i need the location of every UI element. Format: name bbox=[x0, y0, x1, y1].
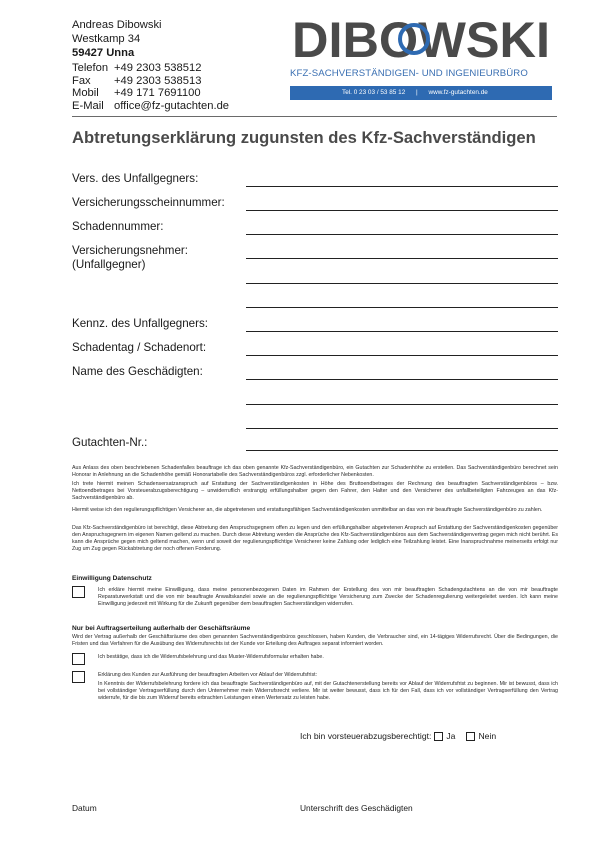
logo-phone: Tel. 0 23 03 / 53 85 12 bbox=[342, 89, 406, 96]
insurer-line[interactable] bbox=[246, 186, 558, 187]
plate-line[interactable] bbox=[246, 331, 558, 332]
vat-question-label: Ich bin vorsteuerabzugsberechtigt: bbox=[300, 731, 432, 741]
offsite-intro: Wird der Vertrag außerhalb der Geschäftsräume des oben genannten Sachverständigenbüros geschlossen, haben Kunden, die Verbraucher sind, ein 14-tägiges Widerrufsrecht. Über die Bedingungen, die Fristen und das Verfahren für die Ausübung des Widerrufsrechts ist der Kunde vor Erteilung des Auftrages separat informiert worden. bbox=[72, 634, 558, 648]
claim-no-line[interactable] bbox=[246, 234, 558, 235]
contact-label: Fax bbox=[72, 74, 91, 87]
header-divider bbox=[72, 116, 557, 117]
vat-yes-checkbox[interactable] bbox=[434, 732, 443, 741]
contact-value: +49 171 7691100 bbox=[114, 87, 201, 100]
label-date-place: Schadentag / Schadenort: bbox=[72, 341, 207, 354]
contact-value: +49 2303 538512 bbox=[114, 62, 202, 74]
legal-paragraph: Ich trete hiermit meinen Schadensersatzanspruch auf Erstattung der Sachverständigenkosten in Höhe des Bruttoendbetrages der Rechnung des beauftragten Sachverständigenbüros – bzw. Nettoendbetrages bei Vorsteuerabzugsberechtigung – unwiderruflich erstrangig erfüllungshalber gegen den Fahrer, den Halter und den Versicherer des unfallbeteiligten Fahrzeuges an das Kfz-Sachverständigenbüro ab. bbox=[72, 481, 558, 502]
date-place-line[interactable] bbox=[246, 355, 558, 356]
logo-subtitle: KFZ-SACHVERSTÄNDIGEN- UND INGENIEURBÜRO bbox=[290, 68, 528, 79]
consent-heading: Einwilligung Datenschutz bbox=[72, 575, 152, 582]
early-start-text: In Kenntnis der Widerrufsbelehrung fordere ich das beauftragte Sachverständigenbüro auf, mit der Gutachtenerstellung bereits vor Ablauf der Widerrufsfrist zu beginnen. Mir ist bewusst, dass ich bei vollständiger Vertragserfüllung durch den Unternehmer mein Widerrufsrecht verliere. Mir ist weiter bewusst, dass ich für den Fall, dass ich vor vollständiger Vertragserfüllung den Vertrag widerrufe, für die bis zum Widerruf bereits erbrachten Leistungen einen Wertersatz zu leisten habe. bbox=[98, 681, 558, 702]
revocation-confirm-text: Ich bestätige, dass ich die Widerrufsbelehrung und das Muster-Widerrufsformular erhalten habe. bbox=[98, 654, 324, 660]
contact-row bbox=[72, 75, 229, 88]
sender-name: Andreas Dibowski bbox=[72, 19, 162, 31]
early-start-title: Erklärung des Kunden zur Ausführung der beauftragten Arbeiten vor Ablauf der Widerrufsfrist: bbox=[98, 672, 318, 678]
label-policy-no: Versicherungsscheinnummer: bbox=[72, 196, 225, 209]
revocation-confirm-checkbox[interactable] bbox=[72, 653, 85, 665]
policy-no-line[interactable] bbox=[246, 210, 558, 211]
contact-value: +49 2303 538513 bbox=[114, 74, 202, 87]
report-no-line[interactable] bbox=[246, 450, 558, 451]
consent-text: Ich erkläre hiermit meine Einwilligung, dass meine personenbezogenen Daten im Rahmen der Erstellung des von mir beauftragten Schadengutachtens an die von mir beauftragte Reparaturwerkstatt und die von mir beauftragte Anwaltskanzlei sowie an die regulierungspflichtige Versicherung zum Zwecke der Schadenregulierung weitergeleitet werden. Ich kann meine Einwilligung jederzeit mit Wirkung für die Zukunft gegenüber dem beauftragten Sachverständigen widerrufen. bbox=[98, 587, 558, 608]
sender-address bbox=[72, 18, 162, 60]
vat-yes-label: Ja bbox=[446, 731, 456, 741]
label-policyholder: Versicherungsnehmer: bbox=[72, 244, 188, 257]
injured-name-line-1[interactable] bbox=[246, 379, 558, 380]
legal-paragraph: Hiermit weise ich den regulierungspflichtigen Versicherer an, die abgetretenen und erstattungsfähigen Sachverständigenkosten unmittelbar an das von mir beauftragte Sachverständigenbüro zu zahlen. bbox=[72, 507, 543, 513]
consent-checkbox[interactable] bbox=[72, 586, 85, 598]
logo-web: www.fz-gutachten.de bbox=[428, 89, 488, 96]
policyholder-line-2[interactable] bbox=[246, 283, 558, 284]
injured-name-line-3[interactable] bbox=[246, 428, 558, 429]
label-report-no: Gutachten-Nr.: bbox=[72, 436, 148, 449]
contact-row bbox=[72, 87, 229, 100]
label-insurer: Vers. des Unfallgegners: bbox=[72, 172, 199, 185]
company-logo bbox=[290, 14, 552, 64]
injured-name-line-2[interactable] bbox=[246, 404, 558, 405]
policyholder-line-1[interactable] bbox=[246, 258, 558, 259]
label-policyholder-note: (Unfallgegner) bbox=[72, 258, 146, 271]
logo-contact-bar bbox=[290, 86, 552, 100]
sender-street: Westkamp 34 bbox=[72, 33, 141, 45]
early-start-checkbox[interactable] bbox=[72, 671, 85, 683]
policyholder-line-3[interactable] bbox=[246, 307, 558, 308]
date-label: Datum bbox=[72, 803, 97, 813]
contact-row bbox=[72, 100, 229, 113]
label-plate: Kennz. des Unfallgegners: bbox=[72, 317, 208, 330]
label-claim-no: Schadennummer: bbox=[72, 220, 164, 233]
vat-question bbox=[300, 731, 496, 741]
signature-label: Unterschrift des Geschädigten bbox=[300, 803, 413, 813]
offsite-heading: Nur bei Auftragserteilung außerhalb der Geschäftsräume bbox=[72, 625, 251, 632]
legal-paragraph: Das Kfz-Sachverständigenbüro ist berechtigt, diese Abtretung den Anspruchsgegnern offen zu legen und den erfüllungshalber abgetretenen Anspruch auf Erstattung der Sachverständigenkosten gegenüber den Anspruchsgegnern im eigenen Namen geltend zu machen. Durch diese Abtretung werden die Ansprüche des Kfz-Sachverständigenbüros aus dem Sachverständigenvertrag gegen mich nicht berührt. Es kann die Ansprüche gegen mich geltend machen, wenn und soweit der regulierungspflichtige Versicherer keine Zahlung oder lediglich eine Teilzahlung leistet. Eine Inanspruchnahme meinerseits erfolgt nur Zug um Zug gegen Rückabtretung der noch offenen Forderung. bbox=[72, 525, 558, 553]
page-title: Abtretungserklärung zugunsten des Kfz-Sachverständigen bbox=[72, 128, 536, 147]
sender-contacts bbox=[72, 62, 229, 112]
sender-city: 59427 Unna bbox=[72, 47, 135, 59]
logo-separator: | bbox=[416, 89, 418, 96]
legal-paragraph: Aus Anlass des oben beschriebenen Schadenfalles beauftrage ich das oben genannte Kfz-Sachverständigenbüro, ein Gutachten zur Schadenhöhe zu erstellen. Das Sachverständigenbüro berechnet sein Honorar in Anlehnung an die Schadenhöhe gemäß Honorartabelle des Sachverständigenbüros zzgl. erforderlicher Nebenkosten. bbox=[72, 465, 558, 479]
vat-no-label: Nein bbox=[478, 731, 497, 741]
label-injured-name: Name des Geschädigten: bbox=[72, 365, 203, 378]
logo-wordmark: DIBOWSKI bbox=[292, 14, 550, 64]
contact-value: office@fz-gutachten.de bbox=[114, 99, 230, 112]
contact-label: Mobil bbox=[72, 87, 99, 100]
contact-row bbox=[72, 62, 229, 75]
contact-label: Telefon bbox=[72, 62, 109, 74]
vat-no-checkbox[interactable] bbox=[466, 732, 475, 741]
contact-label: E-Mail bbox=[72, 99, 104, 112]
